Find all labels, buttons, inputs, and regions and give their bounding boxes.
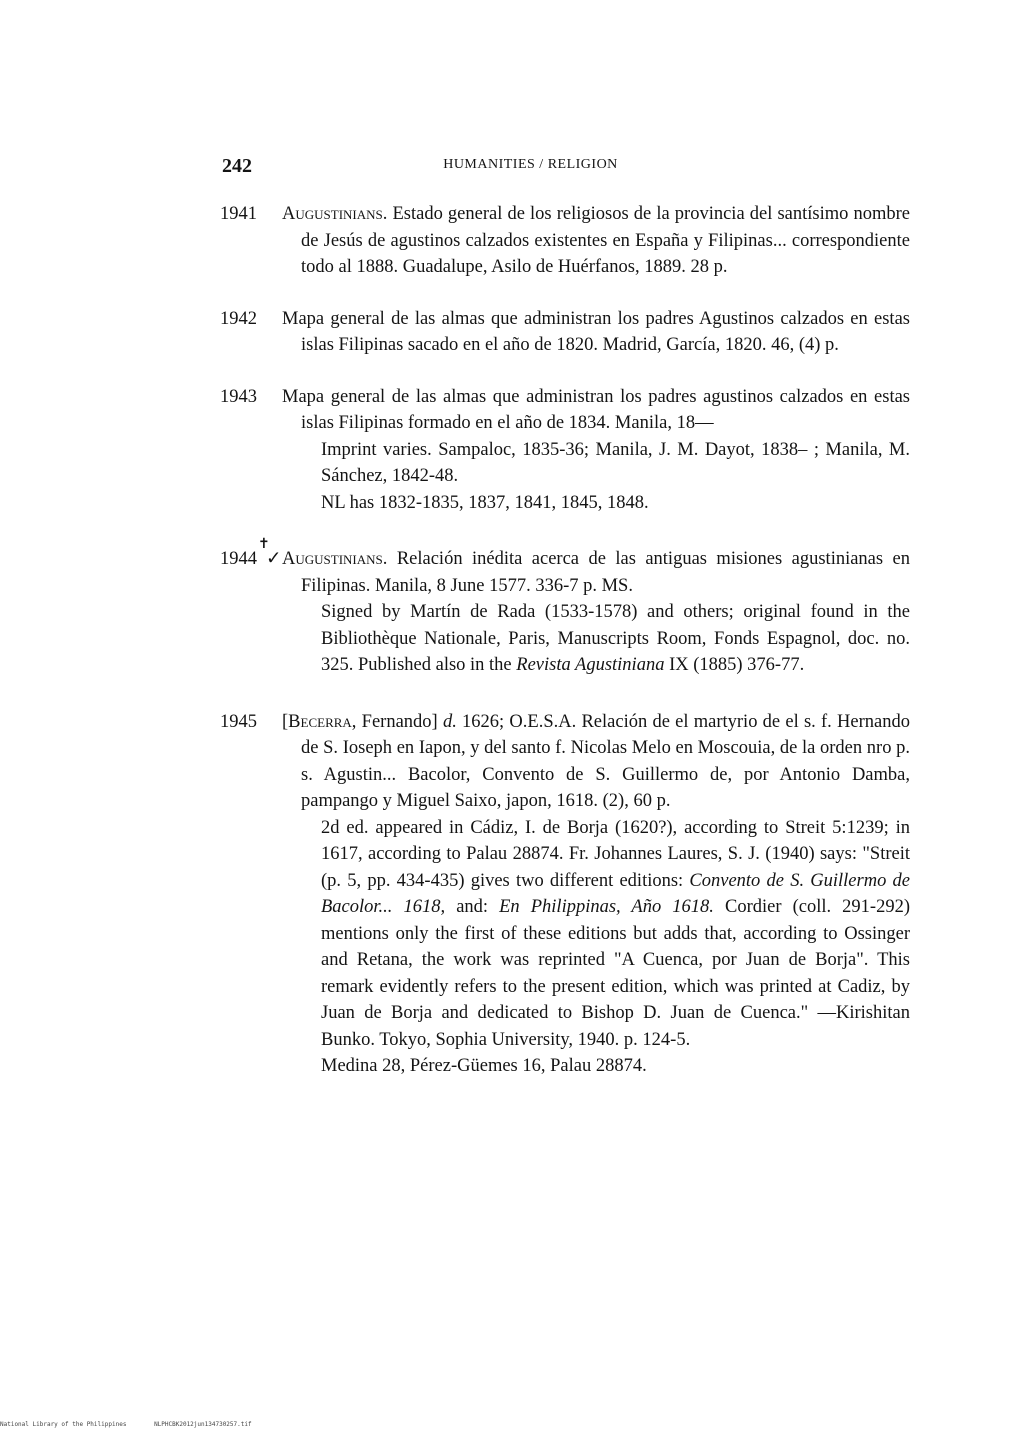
note-journal-title: Revista Agustiniana — [516, 655, 665, 675]
scan-footer — [0, 1421, 276, 1428]
note-text: Signed by Martín de Rada (1533-1578) and others; original found in the Bibliothèque Nationale, Paris, Manuscripts Room, Fonds Espagnol, doc. no. 325. Published also in the — [321, 602, 910, 675]
note-text: and: — [445, 897, 500, 917]
entry-note: Medina 28, Pérez-Güemes 16, Palau 28874. — [321, 1056, 647, 1076]
entry-1941 — [220, 201, 910, 281]
entry-1943 — [220, 384, 910, 517]
entry-author: Augustinians. — [282, 549, 388, 569]
entry-number: 1944 — [220, 549, 257, 569]
entry-body — [282, 306, 910, 359]
footer-library: National Library of the Philippines — [0, 1421, 127, 1428]
bracket: [ — [282, 711, 289, 732]
entry-text: Mapa general de las almas que administran los padres agustinos calzados en estas islas Filipinas formado en el año de 1834. Manila, 18— — [282, 386, 910, 433]
entry-author-rest: Fernando] — [356, 711, 443, 732]
bibliography-entries — [220, 201, 910, 1105]
entry-author: Augustinians. — [282, 204, 388, 224]
check-mark-icon: ✓ — [266, 549, 282, 569]
entry-number: 1942 — [220, 308, 257, 329]
entry-1942 — [220, 306, 910, 359]
entry-note: Imprint varies. Sampaloc, 1835-36; Manila, J. M. Dayot, 1838– ; Manila, M. Sánchez, 1842-48. — [321, 439, 910, 486]
dagger-icon: ✝ — [258, 537, 270, 552]
note-text: Cordier (coll. 291-292) mentions only the first of these editions but adds that, according to Ossinger and Retana, the work was reprinted "A Cuenca, por Juan de Borja". This remark evidently refers to the present edition, which was printed at Cadiz, by Juan de Borja and dedicated to Bishop D. Juan de Cuenca." —Kirishitan Bunko. Tokyo, Sophia University, 1940. p. 124-5. — [321, 897, 910, 1050]
entry-body — [282, 709, 910, 1080]
footer-file-id: NLPHCBK2012jun134730257.tif — [154, 1421, 252, 1428]
entry-text: Estado general de los religiosos de la provincia del santísimo nombre de Jesús de agustinos calzados existentes en España y Filipinas... correspondiente todo al 1888. Guadalupe, Asilo de Huérfanos, 1889. 28 p. — [301, 204, 910, 277]
entry-text: 1626; O.E.S.A. Relación de el martyrio de el s. f. Hernando de S. Ioseph en Iapon, y del santo f. Nicolas Melo en Moscouia, de la orden nro p. s. Agustin... Bacolor, Convento de S. Guillermo de, por Antonio Damba, pampango y Miguel Saixo, japon, 1618. (2), 60 p. — [301, 711, 910, 811]
entry-number: 1945 — [220, 711, 257, 732]
entry-1945 — [220, 709, 910, 1080]
page-number: 242 — [222, 155, 252, 177]
entry-body — [282, 546, 910, 679]
entry-number: 1941 — [220, 204, 257, 224]
entry-1944 — [220, 537, 910, 679]
entry-number: 1943 — [220, 386, 257, 407]
entry-text: Mapa general de las almas que administran los padres Agustinos calzados en estas islas Filipinas sacado en el año de 1820. Madrid, García, 1820. 46, (4) p. — [282, 308, 910, 355]
entry-note — [301, 815, 910, 1054]
entry-note — [301, 599, 910, 679]
note-italic-title: En Philippinas, Año 1618. — [499, 897, 714, 917]
entry-note: NL has 1832-1835, 1837, 1841, 1845, 1848. — [321, 492, 649, 513]
note-italic-title: Convento de S. Guillermo de Bacolor... 1618, — [321, 870, 910, 917]
note-text: 2d ed. appeared in Cádiz, I. de Borja (1620?), according to Streit 5:1239; in 1617, according to Palau 28874. Fr. Johannes Laures, S. J. (1940) says: "Streit (p. 5, pp. 434-435) gives two different editions: — [321, 817, 910, 891]
note-text: IX (1885) 376-77. — [664, 655, 805, 675]
died-marker: d. — [442, 711, 457, 732]
entry-author: Becerra, — [288, 711, 357, 732]
entry-text: Relación inédita acerca de las antiguas misiones agustinianas en Filipinas. Manila, 8 June 1577. 336-7 p. MS. — [301, 549, 910, 596]
running-head: HUMANITIES / RELIGION — [443, 157, 618, 172]
entry-body — [282, 201, 910, 281]
entry-body — [282, 384, 910, 517]
